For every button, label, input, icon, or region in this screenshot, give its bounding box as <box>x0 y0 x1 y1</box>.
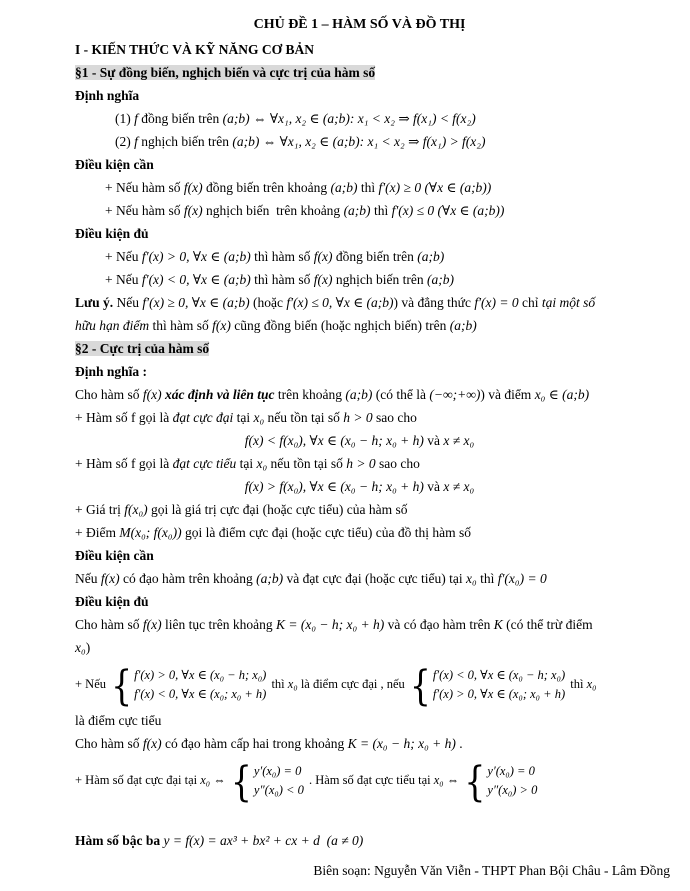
text-run: f(x) <box>142 387 162 402</box>
text-run: f <box>134 134 138 149</box>
text-run: ⇔ <box>443 773 463 787</box>
text-run: Điều kiện đủ <box>75 226 149 241</box>
paragraph <box>75 709 644 732</box>
text-run: I - KIẾN THỨC VÀ KỸ NĂNG CƠ BẢN <box>75 42 315 57</box>
cases-row: f′(x) < 0, ∀x ∈ (x₀; x₀ + h) <box>134 687 267 702</box>
left-brace-icon: { <box>409 660 431 710</box>
section-heading-highlighted <box>75 337 644 360</box>
paragraph <box>75 829 644 852</box>
text-run: nghịch biến trên <box>137 134 233 149</box>
page-title: CHỦ ĐỀ 1 – HÀM SỐ VÀ ĐỒ THỊ <box>253 17 466 32</box>
text-run: (−∞;+∞) <box>429 387 481 402</box>
text-run: đồng biến trên khoảng <box>202 180 331 195</box>
text-run: (a;b) <box>343 203 371 218</box>
paragraph <box>75 613 644 636</box>
spacer <box>75 805 644 829</box>
text-run: f′(x) ≤ 0 (∀x ∈ (a;b)) <box>391 203 505 218</box>
text-run: x₀ <box>75 640 86 655</box>
text-run: (1) <box>115 111 135 126</box>
text-run: Cho hàm số <box>75 387 143 402</box>
text-run: f(x) <box>313 249 333 264</box>
text-run: thì <box>268 677 288 691</box>
text-run: + Nếu <box>105 272 142 287</box>
text-run: (2) <box>115 134 135 149</box>
text-run: (a;b) <box>256 571 284 586</box>
footer-credit: Biên soạn: Nguyễn Văn Viễn - THPT Phan Bội Châu - Lâm Đồng <box>313 863 670 878</box>
subheading <box>75 84 644 107</box>
text-run: và có đạo hàm trên <box>384 617 494 632</box>
text-run: (a;b) ⇔ ∀x₁, x₂ ∈ (a;b): x₁ < x₂ ⇒ f(x₁) > f(x₂) <box>232 134 486 149</box>
text-run: f(x) <box>183 203 203 218</box>
left-brace-icon: { <box>111 660 133 710</box>
text-run: tại <box>236 456 257 471</box>
text-run: §1 - Sự đồng biến, nghịch biến và cực trị của hàm số <box>75 65 376 80</box>
cases-formula-line <box>75 659 644 709</box>
cases-row: f′(x) < 0, ∀x ∈ (x₀ − h; x₀) <box>432 668 566 683</box>
subheading <box>75 153 644 176</box>
text-run: sao cho <box>372 410 417 425</box>
text-run: (hoặc <box>249 295 287 310</box>
text-run: ) và đẳng thức <box>393 295 475 310</box>
text-run: thì <box>370 203 392 218</box>
text-run: hữu hạn điểm <box>75 318 150 333</box>
text-run: nếu tồn tại số <box>267 456 347 471</box>
text-run: f′(x) ≥ 0, ∀x ∈ (a;b) <box>142 295 250 310</box>
text-run: f(x) <box>183 180 203 195</box>
formula-line <box>75 475 644 498</box>
text-run: tại <box>233 410 254 425</box>
text-run: (a;b) ⇔ ∀x₁, x₂ ∈ (a;b): x₁ < x₂ ⇒ f(x₁) < f(x₂) <box>222 111 476 126</box>
text-run: (có thể trừ điểm <box>502 617 593 632</box>
text-run: + Giá trị <box>75 502 125 517</box>
text-run: ) <box>85 640 91 655</box>
text-run: là điểm cực tiểu <box>75 713 162 728</box>
cases-row: y′(x₀) = 0 <box>487 764 535 779</box>
text-run: xác định và liên tục <box>165 387 275 402</box>
left-brace-icon: { <box>464 756 486 806</box>
text-run: f(x₀) <box>124 502 148 517</box>
text-run: Hàm số bậc ba <box>75 833 164 848</box>
paragraph <box>75 521 644 544</box>
subheading <box>75 544 644 567</box>
text-run: y = f(x) = ax³ + bx² + cx + d <box>163 833 320 848</box>
note-paragraph <box>75 291 644 314</box>
text-run: K = (x₀ − h; x₀ + h) <box>347 736 456 751</box>
text-run: x₀ <box>200 773 211 787</box>
text-run: đạt cực tiểu <box>172 456 237 471</box>
text-run: f′(x₀) = 0 <box>497 571 547 586</box>
cases-brace-group <box>409 660 566 710</box>
cases-row: y″(x₀) > 0 <box>487 783 538 798</box>
text-run: Nếu <box>75 571 101 586</box>
text-run <box>320 833 327 848</box>
cases-brace-group <box>230 756 304 806</box>
section-heading <box>75 38 644 61</box>
text-run: cũng đồng biến (hoặc nghịch biến) trên <box>230 318 450 333</box>
text-run: f′(x) > 0, ∀x ∈ (a;b) <box>141 249 251 264</box>
paragraph <box>75 452 644 475</box>
cases-brace-group <box>464 756 538 806</box>
text-run: x₀ <box>466 571 477 586</box>
paragraph <box>75 636 644 659</box>
text-run: trên khoảng <box>274 387 346 402</box>
cases-row: y′(x₀) = 0 <box>253 764 302 779</box>
cases-row: y″(x₀) < 0 <box>253 783 304 798</box>
text-run: f(x) < f(x₀), ∀x ∈ (x₀ − h; x₀ + h) <box>244 433 424 448</box>
text-run: Cho hàm số <box>75 736 143 751</box>
cases-row: f′(x) > 0, ∀x ∈ (x₀; x₀ + h) <box>432 687 566 702</box>
text-run: f′(x) ≤ 0, ∀x ∈ (a;b) <box>286 295 394 310</box>
text-run: f(x) <box>142 617 162 632</box>
text-run: f(x) <box>212 318 231 333</box>
text-run: K = (x₀ − h; x₀ + h) <box>275 617 385 632</box>
text-run: sao cho <box>375 456 420 471</box>
text-run: đồng biến trên <box>137 111 223 126</box>
text-run: và đạt cực đại (hoặc cực tiểu) tại <box>283 571 466 586</box>
text-run: có đạo hàm cấp hai trong khoảng <box>161 736 348 751</box>
cases-row: f′(x) > 0, ∀x ∈ (x₀ − h; x₀) <box>134 668 267 683</box>
cases-brace-group <box>111 660 267 710</box>
text-run: f′(x) ≥ 0 (∀x ∈ (a;b)) <box>378 180 492 195</box>
text-run: (a;b) <box>417 249 445 264</box>
text-run: x₀ <box>256 456 268 471</box>
text-run: Định nghĩa <box>75 88 140 103</box>
text-run: chỉ <box>518 295 542 310</box>
text-run: + Nếu <box>105 249 142 264</box>
text-run: và <box>423 479 444 494</box>
text-run: f(x) <box>142 736 162 751</box>
text-run: + Nếu hàm số <box>105 203 184 218</box>
formula-line <box>75 107 644 130</box>
left-brace-icon: { <box>230 756 252 806</box>
text-run: thì <box>476 571 498 586</box>
text-run: ) và điểm <box>480 387 535 402</box>
text-run: f(x) <box>313 272 333 287</box>
text-run: x₀ <box>287 677 298 691</box>
paragraph <box>75 498 644 521</box>
text-run: nghịch biến trên khoảng <box>202 203 344 218</box>
text-run: K <box>493 617 503 632</box>
text-run: x₀ ∈ (a;b) <box>534 387 590 402</box>
text-run: + Hàm số f gọi là <box>75 410 173 425</box>
text-run: Nếu <box>113 295 143 310</box>
paragraph <box>75 732 644 755</box>
paragraph <box>75 199 644 222</box>
text-run: + Hàm số đạt cực đại tại <box>75 773 201 787</box>
text-run: f(x) <box>100 571 120 586</box>
text-run: tại một số <box>541 295 596 310</box>
text-run: (a;b) <box>427 272 454 287</box>
text-run: f′(x) = 0 <box>474 295 519 310</box>
text-run: gọi là điểm cực đại (hoặc cực tiểu) của đồ thị hàm số <box>181 525 471 540</box>
subheading <box>75 590 644 613</box>
text-run: (a ≠ 0) <box>326 833 364 848</box>
paragraph <box>75 176 644 199</box>
text-run: có đạo hàm trên khoảng <box>119 571 257 586</box>
text-run: §2 - Cực trị của hàm số <box>75 341 210 356</box>
text-run: + Nếu <box>75 677 110 691</box>
text-run: liên tục trên khoảng <box>161 617 276 632</box>
text-run: x₀ <box>586 677 597 691</box>
text-run: và <box>423 433 444 448</box>
text-run: (có thể là <box>372 387 430 402</box>
paragraph <box>75 406 644 429</box>
text-run: x ≠ x₀ <box>443 433 475 448</box>
formula-line <box>75 429 644 452</box>
text-run: h > 0 <box>346 456 376 471</box>
text-run: + Nếu hàm số <box>105 180 184 195</box>
text-run: đồng biến trên <box>332 249 418 264</box>
text-run: thì <box>567 677 587 691</box>
text-run: thì hàm số <box>250 272 314 287</box>
text-run: . Hàm số đạt cực tiểu tại <box>305 773 434 787</box>
subheading <box>75 222 644 245</box>
text-run: + Điểm <box>75 525 120 540</box>
text-run: Cho hàm số <box>75 617 143 632</box>
text-run: (a;b) <box>345 387 373 402</box>
text-run: f(x) > f(x₀), ∀x ∈ (x₀ − h; x₀ + h) <box>244 479 424 494</box>
paragraph <box>75 245 644 268</box>
paragraph <box>75 383 644 406</box>
text-run: + Hàm số f gọi là <box>75 456 173 471</box>
text-run: thì hàm số <box>149 318 213 333</box>
text-run: f <box>134 111 138 126</box>
text-run: x₀ <box>433 773 444 787</box>
text-run: x ≠ x₀ <box>443 479 475 494</box>
text-run: gọi là giá trị cực đại (hoặc cực tiểu) của hàm số <box>147 502 408 517</box>
text-run: là điểm cực đại , nếu <box>297 677 408 691</box>
text-run: Điều kiện cần <box>75 157 154 172</box>
paragraph <box>75 268 644 291</box>
note-paragraph <box>75 314 644 337</box>
text-run: Điều kiện cần <box>75 548 154 563</box>
text-run: h > 0 <box>343 410 373 425</box>
text-run: Điều kiện đủ <box>75 594 149 609</box>
formula-line <box>75 130 644 153</box>
text-run: Lưu ý. <box>75 295 114 310</box>
text-run: Định nghĩa : <box>75 364 148 379</box>
text-run: (a;b) <box>449 318 477 333</box>
document-body <box>75 38 644 852</box>
text-run: nghịch biến trên <box>332 272 427 287</box>
text-run: (a;b) <box>330 180 358 195</box>
text-run: . <box>455 736 463 751</box>
cases-formula-line <box>75 755 644 805</box>
text-run: M(x₀; f(x₀)) <box>119 525 182 540</box>
paragraph <box>75 567 644 590</box>
subheading <box>75 360 644 383</box>
text-run: nếu tồn tại số <box>264 410 344 425</box>
section-heading-highlighted <box>75 61 644 84</box>
text-run: f′(x) < 0, ∀x ∈ (a;b) <box>141 272 251 287</box>
text-run: thì <box>357 180 379 195</box>
text-run: đạt cực đại <box>172 410 234 425</box>
text-run: thì hàm số <box>250 249 314 264</box>
text-run: ⇔ <box>210 773 229 787</box>
text-run: x₀ <box>253 410 265 425</box>
